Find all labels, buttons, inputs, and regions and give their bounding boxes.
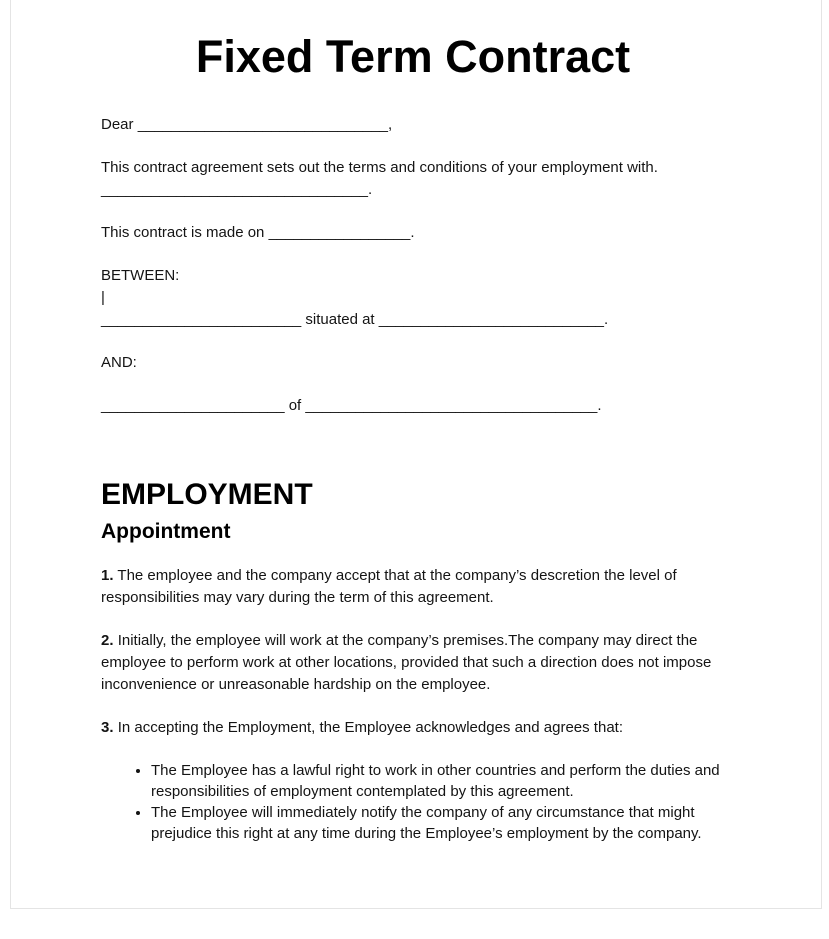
text-cursor[interactable]: | [101,289,105,306]
situated-at-text: situated at [301,311,379,328]
and-label: AND: [101,354,137,371]
contract-date-blank[interactable]: _________________ [268,224,411,241]
party-one-suffix: . [604,311,609,328]
intro-blank-suffix: . [367,181,373,198]
party-two-line [101,395,725,417]
made-on-suffix: . [410,224,415,241]
clause-3-text: In accepting the Employment, the Employee acknowledges and agrees that: [117,719,623,736]
salutation-line [101,114,725,136]
acknowledgement-list [101,760,725,844]
made-on-line [101,222,725,244]
party-two-address-blank[interactable]: ___________________________________ [305,397,598,414]
recipient-name-blank[interactable]: ______________________________ [137,116,388,133]
party-two-suffix: . [597,397,602,414]
clause-2-number: 2. [101,632,114,649]
list-item: • The Employee will immediately notify the company of any circumstance that might prejudice this right at any time during the Employee’s employment by the company. [151,802,725,844]
intro-text: This contract agreement sets out the terms and conditions of your employment with. [101,159,658,176]
employer-name-blank[interactable]: ________________________________ [101,181,368,198]
party-one-line [101,309,725,331]
clause-2-text: Initially, the employee will work at the company’s premises.The company may direct the employee to perform work at other locations, provided that such a direction does not impose inconvenience or unreasonable hardship on the employee. [101,632,712,693]
clause-3-number: 3. [101,719,114,736]
clause-1-number: 1. [101,567,114,584]
party-two-name-blank[interactable]: ______________________ [101,397,285,414]
clause-3 [101,717,725,739]
salutation-prefix: Dear [101,116,138,133]
made-on-prefix: This contract is made on [101,224,269,241]
list-item: • The Employee has a lawful right to work in other countries and perform the duties and responsibilities of employment contemplated by this agreement. [151,760,725,802]
party-one-name-blank[interactable]: ________________________ [101,311,302,328]
of-text: of [284,397,306,414]
contract-page[interactable] [10,0,822,909]
clause-1-text: The employee and the company accept that at the company’s descretion the level of responsibilities may vary during the term of this agreement. [101,567,677,606]
page-title: Fixed Term Contract [195,31,631,82]
between-block [101,265,725,331]
employment-section-heading: EMPLOYMENT [101,478,313,511]
appointment-subheading: Appointment [101,520,231,543]
party-one-address-blank[interactable]: ___________________________ [378,311,605,328]
clause-1 [101,565,725,609]
clause-2 [101,630,725,696]
intro-paragraph [101,157,725,201]
between-label: BETWEEN: [101,267,180,284]
salutation-suffix: , [387,116,393,133]
